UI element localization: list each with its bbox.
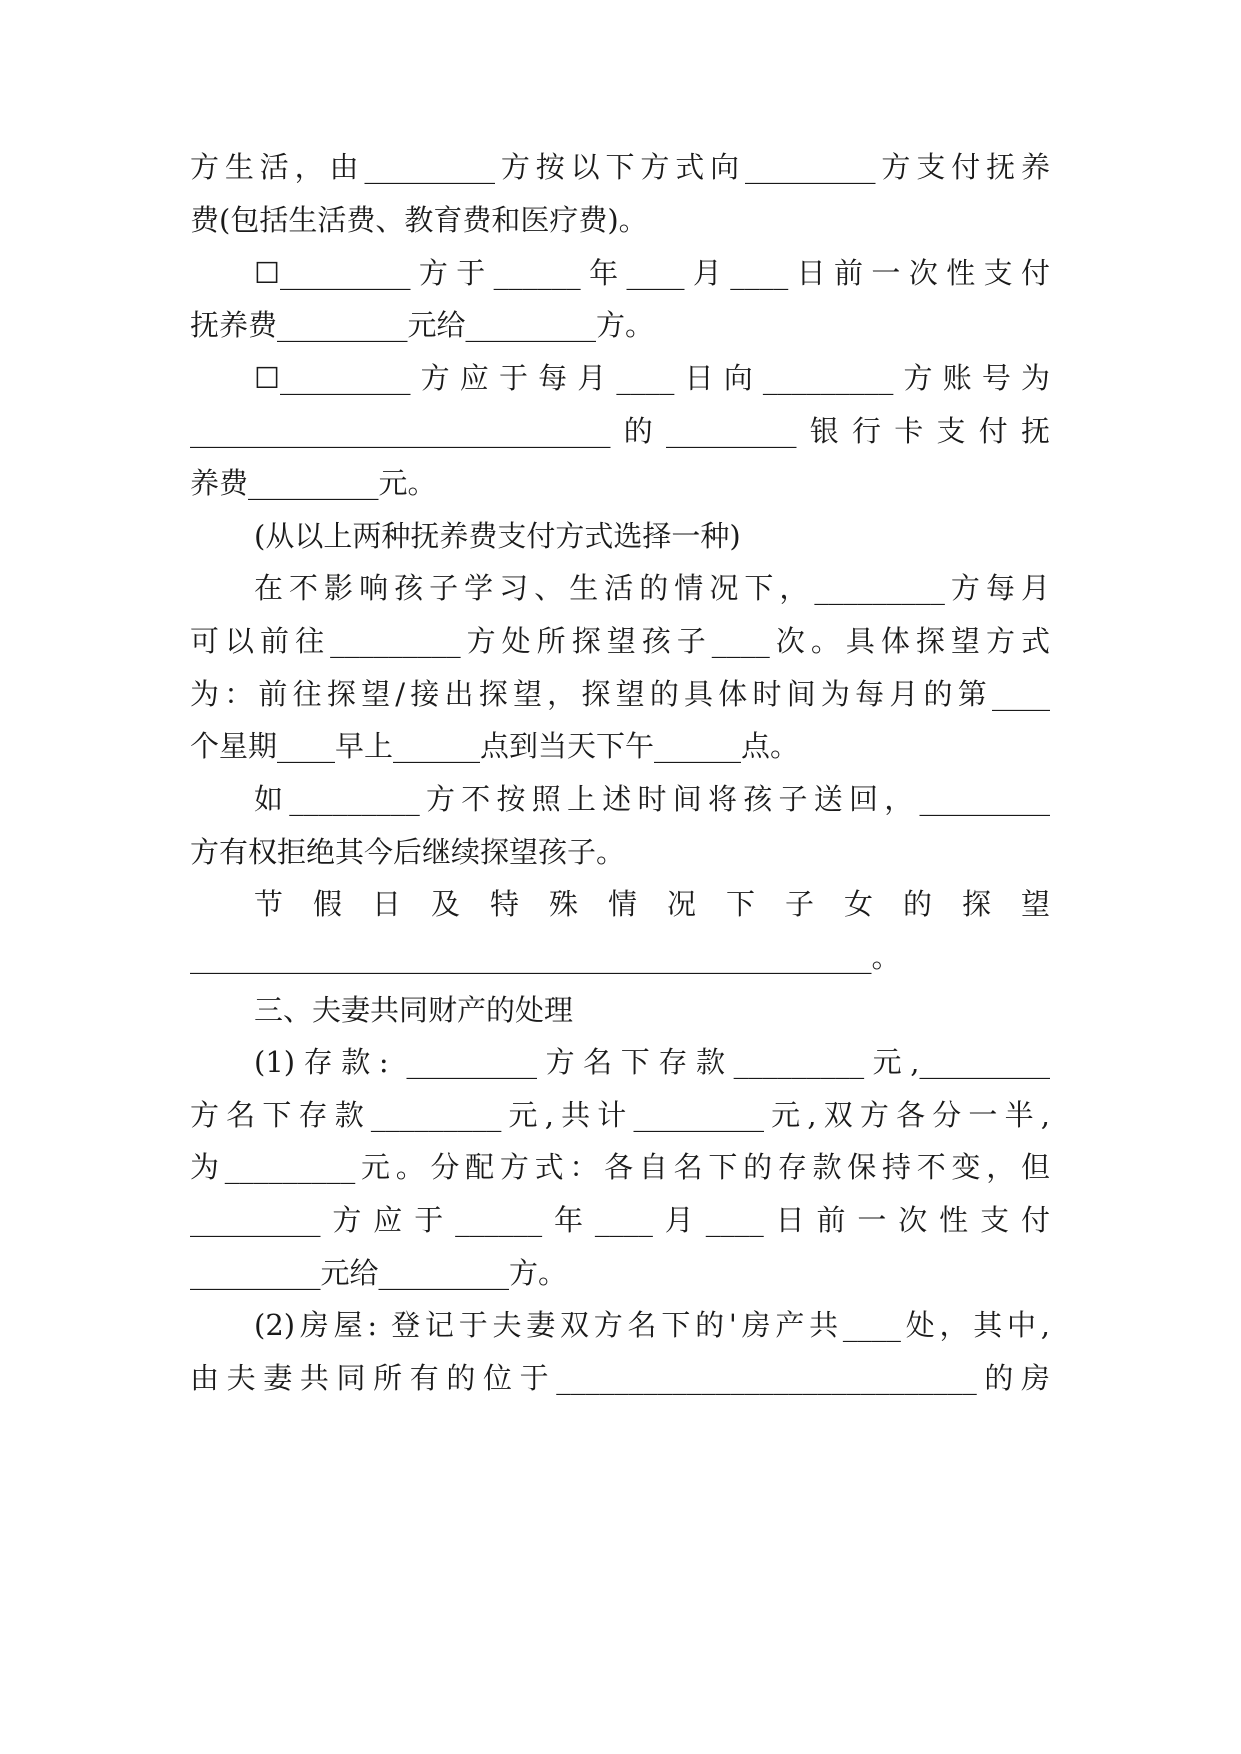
text-line: ☐_________方于______年____月____日前一次性支付 [254,256,1050,290]
text-line: 由夫妻共同所有的位于_____________________________的房 [190,1361,1050,1395]
text-line: (1)存款: _________方名下存款_________元,_________ [254,1045,1050,1079]
text-line: 个星期____早上______点到当天下午______点。 [190,729,800,763]
text-line: 为：前往探望/接出探望，探望的具体时间为每月的第____ [190,677,1050,711]
text-line: 可以前往_________方处所探望孩子____次。具体探望方式 [190,624,1050,658]
text-line: 节 假 日 及 特 殊 情 况 下 子 女 的 探 望 [254,887,1050,921]
text-line: _____________________________的_________银行卡支付抚 [190,414,1050,448]
text-line: 在不影响孩子学习、生活的情况下，_________方每月 [254,571,1050,605]
text-line: _________方应于______年____月____日前一次性支付 [190,1203,1050,1237]
text-line: 为_________元。分配方式：各自名下的存款保持不变，但 [190,1150,1050,1184]
text-line: 方有权拒绝其今后继续探望孩子。 [190,835,626,869]
text-line: 方名下存款_________元,共计_________元,双方各分一半, [190,1098,1050,1132]
section-heading: 三、夫妻共同财产的处理 [254,993,574,1027]
text-line: 如_________方不按照上述时间将孩子送回，_________ [254,782,1050,816]
text-line: 养费_________元。 [190,466,437,500]
text-line: 方生活，由_________方按以下方式向_________方支付抚养 [190,150,1050,184]
text-line: (从以上两种抚养费支付方式选择一种) [254,519,741,553]
text-line: ☐_________方应于每月____日向_________方账号为 [254,361,1050,395]
text-line: _________元给_________方。 [190,1256,568,1290]
text-line: (2)房屋: 登记于夫妻双方名下的'房产共____处，其中, [254,1308,1050,1342]
text-line: 费(包括生活费、教育费和医疗费)。 [190,203,648,237]
text-line: _______________________________________________。 [190,940,901,974]
text-line: 抚养费_________元给_________方。 [190,308,655,342]
